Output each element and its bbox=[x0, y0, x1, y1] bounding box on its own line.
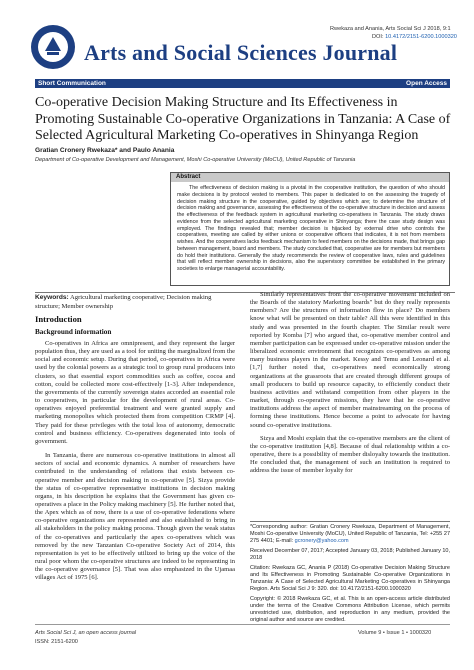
footer-journal: Arts Social Sci J, an open access journal bbox=[35, 630, 137, 636]
journal-title: Arts and Social Sciences Journal bbox=[84, 40, 398, 65]
correspondence-text bbox=[250, 524, 450, 627]
doi-label: DOI: bbox=[372, 34, 384, 40]
citation-note: Citation: Rwekaza GC, Anania P (2018) Co-operative Decision Making Structure and Its Effectiveness in Promoting Sustainable Co-operative Organizations in Tanzania: A Case of Selected Agricultural Marketing Co-operatives in Shinyanga Region. Arts Social Sci J 9: 320. doi: 10.4172/2151-6200.1000320 bbox=[250, 565, 450, 592]
email-link[interactable]: gcronery@yahoo.com bbox=[294, 538, 349, 544]
received-dates: Received December 07, 2017; Accepted January 03, 2018; Published January 10, 2018 bbox=[250, 548, 450, 561]
article-type: Short Communication bbox=[38, 80, 106, 87]
keywords-text: Agricultural marketing cooperative; Decision making structure; Member ownership bbox=[35, 294, 212, 310]
paragraph: Sizya and Moshi explain that the co-operative members are the client of the co-operative institution [4,8]. Because of dual relationship within a co-operative, there is a possibility of member disloyalty towards the institution. He concluded that, the management of such an institution is required to address the issue of member loyalty for bbox=[250, 434, 450, 475]
correspondence-divider bbox=[250, 521, 450, 522]
corresponding-author: *Corresponding author: Gratian Cronery Rwekaza, Department of Management, Moshi Co-operative University (MoCU), United Republic of Tanzania, Tel: +255 27 275 4401; E-mail: gcronery@yahoo.com bbox=[250, 524, 450, 544]
body-right-column bbox=[250, 291, 450, 475]
abstract-text: The effectiveness of decision making is a pivotal in the cooperative institution, the question of who should make decisions is by protocol vested to members. This paper is dedicated to on the assessing the tragedy of decision making structure in the cooperative, guided by objectives which are; to determine the structure of decision making and governance, assessing the effectiveness of the co-operative structure in decision and assess the effectiveness of the feedback system in agricultural marketing co-operatives in Tanzania. The study draws evidence from the selected agricultural marketing cooperative in Shinyanga; there the case study design was employed. The findings revealed that; member decision is hijacked by external drive who controls the cooperatives, meeting are called by either unions or cooperative officers that indicates, it is not from members wishes. And the cooperatives lacks feedback mechanism to feed members on the decisions made, that brings gap between management, board and members. The study concluded that, cooperative are for members but members do hold their institutions. Generally the study recommends the review of cooperative laws, rules and guidelines that will reflect member ownership in decisions, also the supervisory committee be established in the primary societies to enlarge managerial accountability. bbox=[177, 185, 445, 272]
journal-logo bbox=[30, 24, 76, 70]
footer-divider bbox=[35, 624, 450, 625]
keywords-label: Keywords: bbox=[35, 294, 69, 301]
paragraph: Similarly representatives from the co-operative movement included on the Boards of the statutory Marketing boards" but do they really represents members? Are the structures of information flow in place? Do members know what will be presented on their table? All this were identified in this study and was presented in the fourth chapter. The Similar result were reported by Komba [7] who argued that, co-operative member control and member participation can be expressed under co-operative mission under the liberalized economic environment that recognizes co-operatives as among many business players in the market. Kessy and Temu and Leonard et al. [1,7] further noted that, co-operatives need economically strong organizations at the grassroots that are created through different groups of small producers to build up resource capacity, to efficiently conduct their business activities and withstand competition from other players in the market, through co-operative missions, they have that he co-operative institutions address the aspect of member mainstreaming on the process of forming these institutions. Hence become a point to advocate for having sound co-operative institutions. bbox=[250, 291, 450, 429]
introduction-heading: Introduction bbox=[35, 314, 82, 324]
running-citation: Rwekaza and Anania, Arts Social Sci J 2018, 9:1 bbox=[330, 26, 451, 32]
background-heading: Background information bbox=[35, 328, 112, 336]
copyright-note: Copyright: © 2018 Rwekaza GC, et al. This is an open-access article distributed under the terms of the Creative Commons Attribution License, which permits unrestricted use, distribution, and reproduction in any medium, provided the original author and source are credited. bbox=[250, 596, 450, 623]
abstract-box bbox=[170, 172, 450, 286]
affiliation: Department of Co-operative Development and Management, Moshi Co-operative University (MoCU), United Republic of Tanzania bbox=[35, 157, 356, 163]
footer-volume: Volume 9 • Issue 1 • 1000320 bbox=[358, 630, 432, 636]
doi-link[interactable]: 10.4172/2151-6200.1000320 bbox=[385, 34, 457, 40]
body-left-column bbox=[35, 314, 235, 583]
running-doi bbox=[372, 34, 457, 40]
article-type-bar bbox=[35, 79, 450, 88]
paragraph: Co-operatives in Africa are omnipresent, and they represent the larger population thus, they are used as a tool for uniting the marginalized from the social and economic setup. During that period, co-operatives in Africa were used by the colonial powers as a strategic tool to group rural producers into clusters, so that essential export commodities such as coffee, cocoa and cotton, could be collected more cost-effectively [1-3]. After independence, the governments of the currently sovereign states accorded an essential role to cooperatives, in particular for the development of rural areas. Co-operatives enjoyed preferential treatment and were granted supply and marketing monopolies which protected them from competition CRMP [4]. They paid for these privileges with the total loss of autonomy, democratic control and business efficiency. Co-operatives degenerated into tools of government. bbox=[35, 340, 235, 445]
citation-doi[interactable]: 10.4172/2151-6200.1000320 bbox=[340, 586, 411, 592]
footer-issn: ISSN: 2151-6200 bbox=[35, 639, 78, 645]
paper-title: Co-operative Decision Making Structure and Its Effectiveness in Promoting Sustainable Co-operative Organizations in Tanzania: A Case of Selected Agricultural Marketing Co-operatives in Shinyanga Region bbox=[35, 95, 451, 143]
paragraph: In Tanzania, there are numerous co-operative institutions in almost all sectors of social and economic dynamics. A number of researchers have contributed in the understanding of relations that exists between co-operative member and decision making in co-operative [5]. Sizya provide the status of co-operative representative institutions in decision making organs, in his description he explains that the Government has given co-operatives a place in the Policy making machinery [5]. He further noted that, the Apex which as of now, there is a use of co-operative federations where co-operative organizations are represented and also established to bring in all stakeholders in the policy making process. Though given the weak status of the co-operatives and particularly the apex co-operatives which was removed by the new Tanzanian Co-operative Society Act of 2014, this representation is yet to be effectively utilized to bring up the voice of the rural poor whom the co-operative structures are indeed to be representing in the co-operative governance [5]. That was also emphasized in the Ujamaa villages Act of 1975 [6]. bbox=[35, 452, 235, 582]
open-access-badge: Open Access bbox=[406, 80, 447, 87]
correspondence-box bbox=[250, 521, 450, 623]
keywords bbox=[35, 294, 225, 311]
abstract-heading: Abstract bbox=[171, 173, 449, 182]
author-list: Gratian Cronery Rwekaza* and Paulo Anania bbox=[35, 147, 175, 154]
